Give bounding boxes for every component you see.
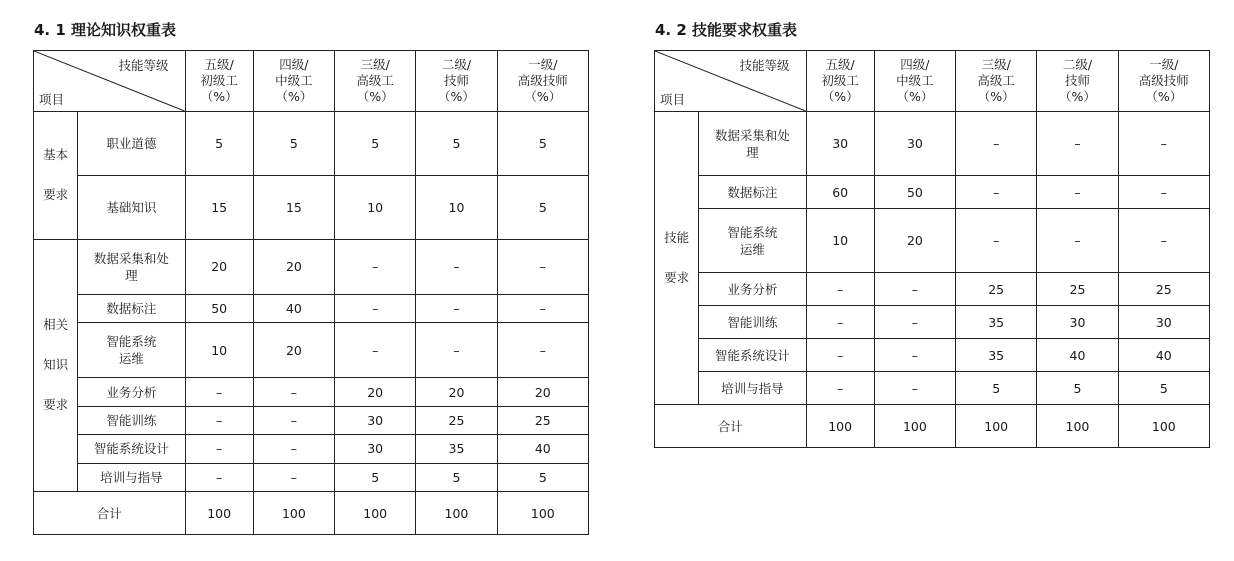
theory-weight-table xyxy=(33,50,589,535)
value-cell: 35 xyxy=(416,435,497,463)
table1-title: 4. 1 理论知识权重表 xyxy=(34,21,177,39)
corner-header xyxy=(655,51,807,112)
table-row xyxy=(34,463,589,491)
table-header-row xyxy=(655,51,1210,112)
value-cell: 20 xyxy=(874,209,955,273)
total-cell: 100 xyxy=(497,492,588,535)
table2-title: 4. 2 技能要求权重表 xyxy=(655,21,798,39)
value-cell: 5 xyxy=(1118,372,1209,405)
value-cell: 35 xyxy=(956,339,1037,372)
value-cell: 20 xyxy=(497,378,588,406)
total-cell: 100 xyxy=(1118,405,1209,448)
table-row xyxy=(34,435,589,463)
table-row xyxy=(34,406,589,434)
level-header: 四级/ 中级工 （%） xyxy=(253,51,334,112)
value-cell: 60 xyxy=(806,176,874,209)
value-cell: 25 xyxy=(956,273,1037,306)
level-header: 一级/ 高级技师 （%） xyxy=(1118,51,1209,112)
value-cell: – xyxy=(874,306,955,339)
value-cell: 5 xyxy=(185,112,253,176)
value-cell: – xyxy=(1118,176,1209,209)
value-cell: 30 xyxy=(1037,306,1118,339)
item-label: 数据标注 xyxy=(699,176,806,209)
item-label: 职业道德 xyxy=(78,112,185,176)
item-label: 智能系统 运维 xyxy=(699,209,806,273)
value-cell: 20 xyxy=(335,378,416,406)
total-cell: 100 xyxy=(185,492,253,535)
value-cell: 5 xyxy=(497,175,588,239)
item-label: 智能训练 xyxy=(699,306,806,339)
value-cell: – xyxy=(185,463,253,491)
corner-bottom-label: 项目 xyxy=(39,92,65,107)
table-row xyxy=(655,112,1210,176)
value-cell: – xyxy=(1118,112,1209,176)
value-cell: – xyxy=(806,273,874,306)
table-row xyxy=(34,378,589,406)
value-cell: 5 xyxy=(497,112,588,176)
corner-top-label: 技能等级 xyxy=(118,58,169,73)
value-cell: – xyxy=(416,239,497,294)
group-basic-requirements: 基本 要求 xyxy=(34,112,78,240)
value-cell: – xyxy=(185,406,253,434)
value-cell: – xyxy=(956,176,1037,209)
value-cell: 50 xyxy=(185,294,253,322)
value-cell: – xyxy=(956,112,1037,176)
table-row xyxy=(655,176,1210,209)
table-row xyxy=(34,112,589,176)
value-cell: 5 xyxy=(416,112,497,176)
value-cell: 25 xyxy=(1118,273,1209,306)
value-cell: 30 xyxy=(874,112,955,176)
value-cell: – xyxy=(253,463,334,491)
value-cell: – xyxy=(253,406,334,434)
level-header: 二级/ 技师 （%） xyxy=(416,51,497,112)
group-related-knowledge: 相关 知识 要求 xyxy=(34,239,78,491)
table-row xyxy=(34,175,589,239)
item-label: 智能系统设计 xyxy=(78,435,185,463)
level-header: 五级/ 初级工 （%） xyxy=(806,51,874,112)
item-label: 培训与指导 xyxy=(78,463,185,491)
value-cell: – xyxy=(335,294,416,322)
value-cell: 30 xyxy=(1118,306,1209,339)
item-label: 业务分析 xyxy=(699,273,806,306)
value-cell: 25 xyxy=(497,406,588,434)
level-header: 二级/ 技师 （%） xyxy=(1037,51,1118,112)
value-cell: – xyxy=(1037,176,1118,209)
item-label: 智能系统 运维 xyxy=(78,323,185,378)
value-cell: 25 xyxy=(416,406,497,434)
value-cell: 15 xyxy=(185,175,253,239)
value-cell: – xyxy=(253,435,334,463)
level-header: 三级/ 高级工 （%） xyxy=(956,51,1037,112)
value-cell: 25 xyxy=(1037,273,1118,306)
total-row xyxy=(34,492,589,535)
value-cell: – xyxy=(335,323,416,378)
table-row xyxy=(655,339,1210,372)
value-cell: – xyxy=(416,323,497,378)
value-cell: 5 xyxy=(335,463,416,491)
value-cell: 5 xyxy=(956,372,1037,405)
value-cell: – xyxy=(497,239,588,294)
group-skill-requirements: 技能 要求 xyxy=(655,112,699,405)
value-cell: 15 xyxy=(253,175,334,239)
value-cell: – xyxy=(185,435,253,463)
item-label: 基础知识 xyxy=(78,175,185,239)
value-cell: 10 xyxy=(416,175,497,239)
value-cell: – xyxy=(1037,209,1118,273)
value-cell: – xyxy=(335,239,416,294)
item-label: 数据采集和处 理 xyxy=(78,239,185,294)
value-cell: 20 xyxy=(253,239,334,294)
value-cell: – xyxy=(806,306,874,339)
total-cell: 100 xyxy=(874,405,955,448)
value-cell: – xyxy=(1037,112,1118,176)
corner-top-label: 技能等级 xyxy=(739,58,790,73)
value-cell: 5 xyxy=(335,112,416,176)
table-row xyxy=(655,209,1210,273)
value-cell: 10 xyxy=(185,323,253,378)
total-cell: 100 xyxy=(335,492,416,535)
value-cell: – xyxy=(806,339,874,372)
table-row xyxy=(655,273,1210,306)
total-cell: 100 xyxy=(956,405,1037,448)
value-cell: 5 xyxy=(416,463,497,491)
value-cell: – xyxy=(874,339,955,372)
table-row xyxy=(655,372,1210,405)
value-cell: 5 xyxy=(253,112,334,176)
table-row xyxy=(34,294,589,322)
level-header: 三级/ 高级工 （%） xyxy=(335,51,416,112)
value-cell: 20 xyxy=(416,378,497,406)
value-cell: 40 xyxy=(1037,339,1118,372)
value-cell: 40 xyxy=(1118,339,1209,372)
total-cell: 100 xyxy=(416,492,497,535)
value-cell: 35 xyxy=(956,306,1037,339)
value-cell: 5 xyxy=(1037,372,1118,405)
value-cell: – xyxy=(497,323,588,378)
item-label: 智能系统设计 xyxy=(699,339,806,372)
item-label: 智能训练 xyxy=(78,406,185,434)
value-cell: 20 xyxy=(185,239,253,294)
corner-header xyxy=(34,51,186,112)
value-cell: – xyxy=(497,294,588,322)
item-label: 数据标注 xyxy=(78,294,185,322)
value-cell: – xyxy=(416,294,497,322)
value-cell: 20 xyxy=(253,323,334,378)
level-header: 一级/ 高级技师 （%） xyxy=(497,51,588,112)
value-cell: 30 xyxy=(335,435,416,463)
total-label: 合计 xyxy=(34,492,186,535)
value-cell: – xyxy=(874,273,955,306)
value-cell: 10 xyxy=(806,209,874,273)
total-cell: 100 xyxy=(1037,405,1118,448)
table-row xyxy=(34,239,589,294)
total-row xyxy=(655,405,1210,448)
value-cell: – xyxy=(1118,209,1209,273)
corner-bottom-label: 项目 xyxy=(660,92,686,107)
value-cell: 30 xyxy=(335,406,416,434)
value-cell: – xyxy=(956,209,1037,273)
table-row xyxy=(655,306,1210,339)
value-cell: 40 xyxy=(253,294,334,322)
level-header: 四级/ 中级工 （%） xyxy=(874,51,955,112)
table-row xyxy=(34,323,589,378)
value-cell: – xyxy=(806,372,874,405)
skill-weight-table xyxy=(654,50,1210,448)
value-cell: 10 xyxy=(335,175,416,239)
item-label: 培训与指导 xyxy=(699,372,806,405)
item-label: 业务分析 xyxy=(78,378,185,406)
value-cell: 30 xyxy=(806,112,874,176)
value-cell: – xyxy=(874,372,955,405)
total-cell: 100 xyxy=(806,405,874,448)
value-cell: 50 xyxy=(874,176,955,209)
value-cell: 5 xyxy=(497,463,588,491)
value-cell: – xyxy=(185,378,253,406)
total-cell: 100 xyxy=(253,492,334,535)
item-label: 数据采集和处 理 xyxy=(699,112,806,176)
table-header-row xyxy=(34,51,589,112)
level-header: 五级/ 初级工 （%） xyxy=(185,51,253,112)
value-cell: 40 xyxy=(497,435,588,463)
total-label: 合计 xyxy=(655,405,807,448)
value-cell: – xyxy=(253,378,334,406)
